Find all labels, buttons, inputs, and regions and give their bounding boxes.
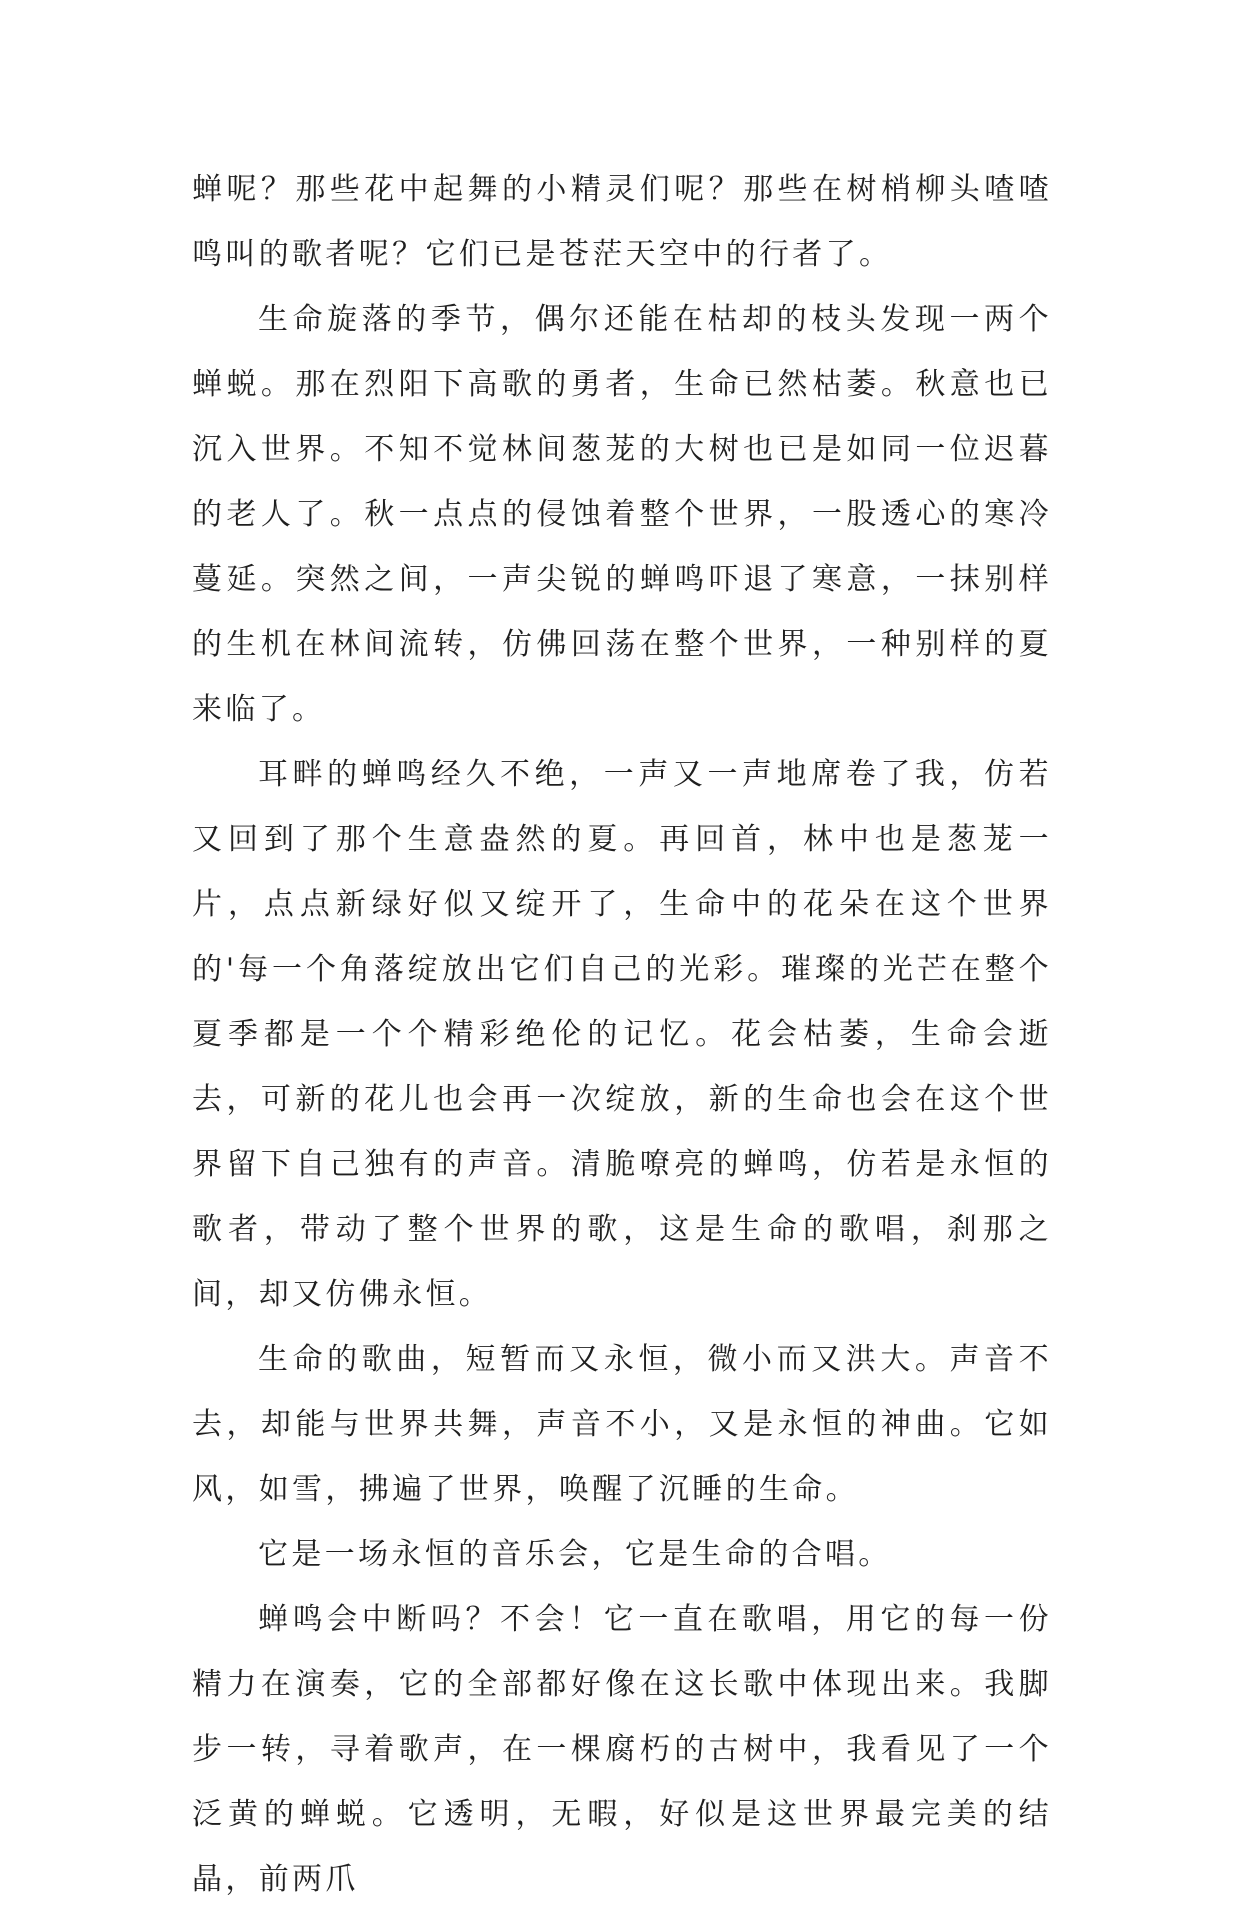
- paragraph-2: 生命旋落的季节，偶尔还能在枯却的枝头发现一两个蝉蜕。那在烈阳下高歌的勇者，生命已然枯萎。秋意也已沉入世界。不知不觉林间葱茏的大树也已是如同一位迟暮的老人了。秋一点点的侵蚀着整个世界，一股透心的寒冷蔓延。突然之间，一声尖锐的蝉鸣吓退了寒意，一抹别样的生机在林间流转，仿佛回荡在整个世界，一种别样的夏来临了。: [192, 302, 1052, 727]
- body-text: [192, 157, 1052, 1912]
- paragraph-1: 蝉呢？那些花中起舞的小精灵们呢？那些在树梢柳头喳喳鸣叫的歌者呢？它们已是苍茫天空中的行者了。: [192, 172, 1052, 272]
- paragraph-6: 蝉鸣会中断吗？不会！它一直在歌唱，用它的每一份精力在演奏，它的全部都好像在这长歌中体现出来。我脚步一转，寻着歌声，在一棵腐朽的古树中，我看见了一个泛黄的蝉蜕。它透明，无暇，好似是这世界最完美的结晶，前两爪: [192, 1602, 1052, 1897]
- paragraph-5: 它是一场永恒的音乐会，它是生命的合唱。: [258, 1537, 892, 1572]
- paragraph-4: 生命的歌曲，短暂而又永恒，微小而又洪大。声音不去，却能与世界共舞，声音不小，又是永恒的神曲。它如风，如雪，拂遍了世界，唤醒了沉睡的生命。: [192, 1342, 1052, 1507]
- paragraph-3: 耳畔的蝉鸣经久不绝，一声又一声地席卷了我，仿若又回到了那个生意盎然的夏。再回首，林中也是葱茏一片，点点新绿好似又绽开了，生命中的花朵在这个世界的'每一个角落绽放出它们自己的光彩。璀璨的光芒在整个夏季都是一个个精彩绝伦的记忆。花会枯萎，生命会逝去，可新的花儿也会再一次绽放，新的生命也会在这个世界留下自己独有的声音。清脆嘹亮的蝉鸣，仿若是永恒的歌者，带动了整个世界的歌，这是生命的歌唱，刹那之间，却又仿佛永恒。: [192, 757, 1052, 1312]
